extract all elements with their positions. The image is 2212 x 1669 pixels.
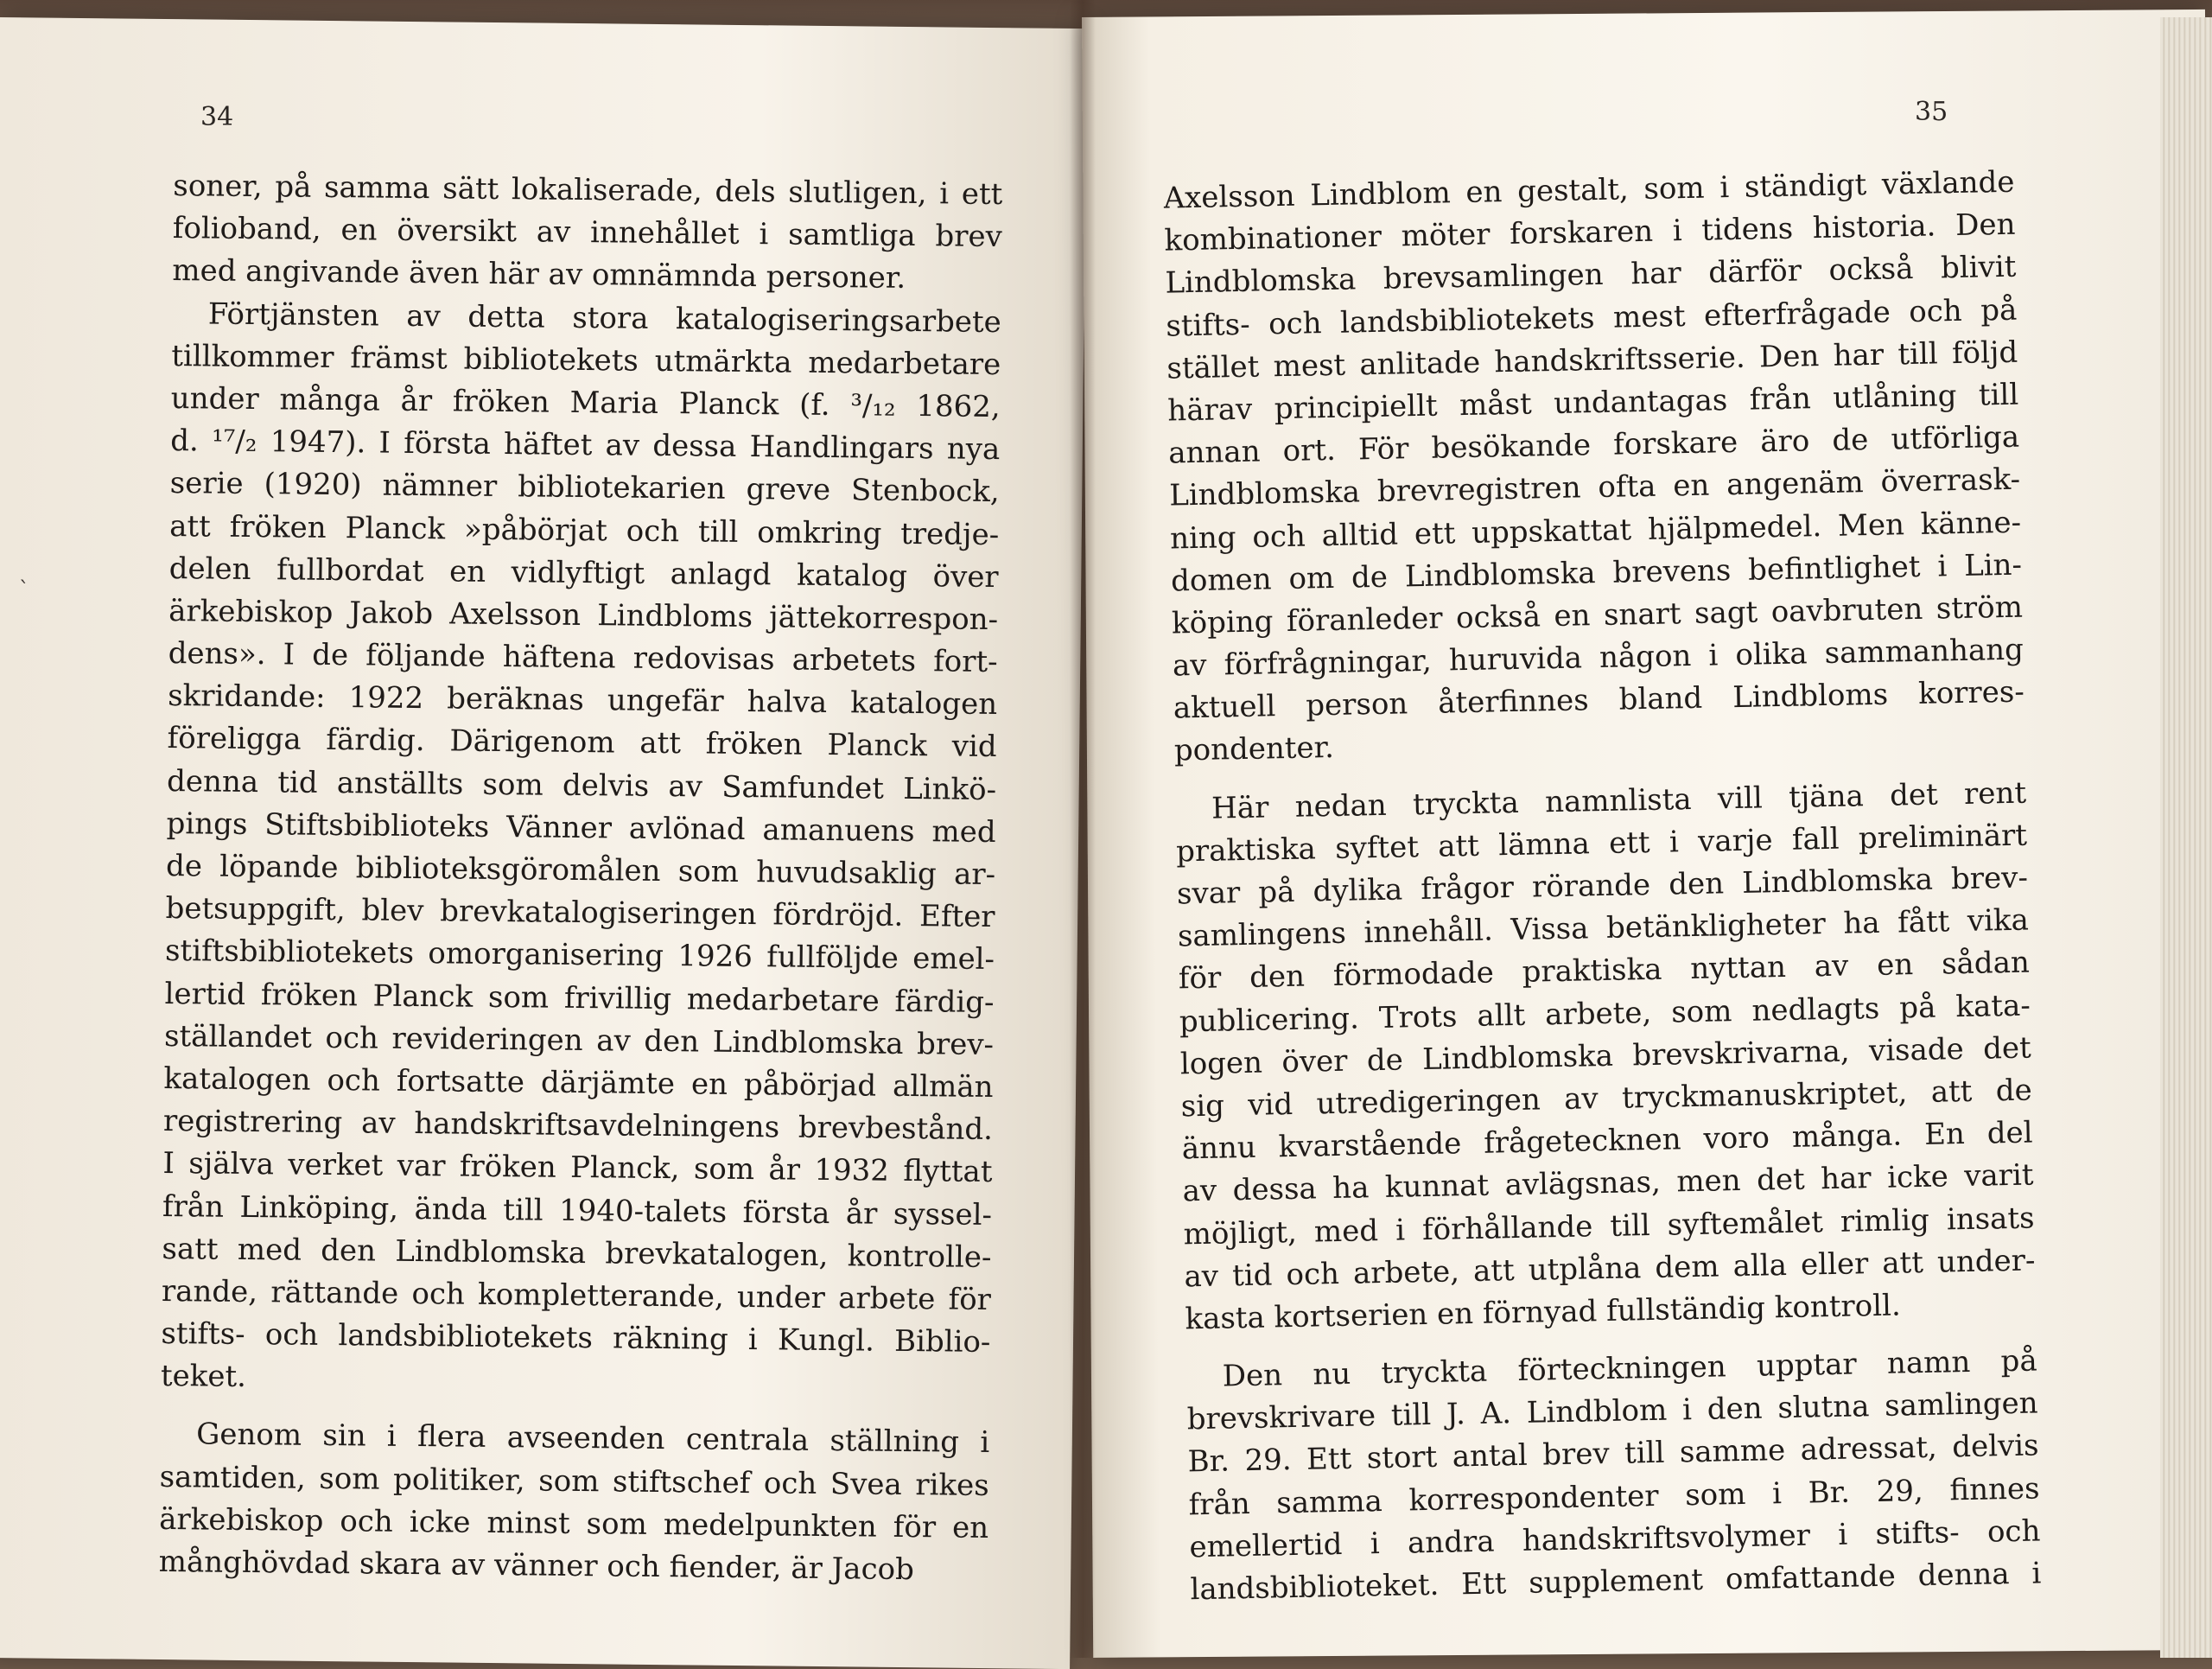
text-line-content: Lindblomska brevsamlingen har därför också blivit: [1165, 250, 2017, 301]
left-page-number: 34: [200, 102, 234, 132]
text-line-content: att fröken Planck »påbörjat och till omkring tredje-: [169, 508, 1000, 552]
text-line-content: från samma korrespondenter som i Br. 29, finnes: [1188, 1471, 2040, 1522]
text-line-content: skridande: 1922 beräknas ungefär halva katalogen: [167, 678, 998, 723]
text-line-content: härav principiellt måst undantagas från utlåning till: [1166, 377, 2019, 429]
text-line-content: pondenter.: [1173, 730, 1335, 768]
right-page-number: 35: [1915, 97, 1948, 127]
text-line-content: ännu kvarstående frågetecknen voro många. En del: [1181, 1115, 2033, 1167]
text-line-content: ärkebiskop Jakob Axelsson Lindbloms jättekorrespon-: [168, 593, 999, 637]
text-line-content: landsbiblioteket. Ett supplement omfattande denna i: [1190, 1556, 2042, 1608]
text-line-content: de löpande biblioteksgöromålen som huvudsaklig ar-: [165, 848, 996, 893]
page-edges: [2160, 17, 2212, 1658]
text-line-content: av tid och arbete, att utplåna dem alla eller att under-: [1184, 1243, 2036, 1295]
text-line-content: stiftsbibliotekets omorganisering 1926 fullföljde emel-: [164, 933, 995, 978]
text-line-content: föreligga färdig. Därigenom att fröken Planck vid: [167, 721, 997, 765]
text-line-content: stifts- och landsbibliotekets mest efterfrågade och på: [1166, 292, 2018, 344]
text-line-content: d. ¹⁷/₂ 1947). I första häftet av dessa Handlingars nya: [170, 424, 1001, 468]
right-page-text: [1163, 162, 2042, 1612]
text-line-content: praktiska syftet att lämna ett i varje fall preliminärt: [1175, 818, 2028, 870]
text-line-content: köping föranleder också en snart sagt oavbruten ström: [1171, 589, 2024, 641]
text-line-content: publicering. Trots allt arbete, som nedlagts på kata-: [1179, 988, 2031, 1039]
text-line-content: lertid fröken Planck som frivillig medarbetare färdig-: [164, 976, 995, 1020]
text-line-content: samlingens innehåll. Vissa betänkligheter ha fått vika: [1177, 902, 2030, 954]
text-line-content: Br. 29. Ett stort antal brev till samme adressat, delvis: [1187, 1428, 2039, 1480]
text-line-content: dens». I de följande häftena redovisas arbetets fort-: [168, 636, 998, 680]
text-line-content: tillkommer främst bibliotekets utmärkta medarbetare: [171, 338, 1001, 382]
text-line-content: ärkebiskop och icke minst som medelpunkten för en: [159, 1501, 989, 1545]
text-line-content: aktuell person återfinnes bland Lindbloms korres-: [1173, 674, 2025, 726]
text-line-content: katalogen och fortsatte därjämte en påbörjad allmän: [163, 1061, 994, 1105]
book-gutter: [1070, 0, 1096, 1658]
text-line-content: från Linköping, ända till 1940-talets första år syssel-: [162, 1188, 993, 1233]
text-line-content: ställandet och revideringen av den Lindblomska brev-: [163, 1018, 995, 1062]
text-line-content: av förfrågningar, huruvida någon i olika sammanhang: [1172, 632, 2024, 684]
text-line: [161, 1355, 990, 1406]
text-line-content: Här nedan tryckta namnlista vill tjäna det rent: [1211, 775, 2027, 826]
text-line-content: Genom sin i flera avseenden centrala ställning i: [196, 1417, 990, 1461]
text-line: [158, 1541, 988, 1592]
text-line-content: rande, rättande och kompletterande, under arbete för: [161, 1273, 992, 1317]
text-line-content: samtiden, som politiker, som stiftschef och Svea rikes: [159, 1459, 989, 1503]
text-line-content: Lindblomska brevregistren ofta en angenäm överrask-: [1168, 462, 2021, 513]
text-line-content: I själva verket var fröken Planck, som år 1932 flyttat: [162, 1146, 993, 1190]
text-line-content: kasta kortserien en förnyad fullständig kontroll.: [1185, 1288, 1902, 1337]
text-line-content: registrering av handskriftsavdelningens brevbestånd.: [162, 1104, 994, 1148]
text-line-content: stället mest anlitade handskriftsserie. Den har till följd: [1166, 334, 2018, 386]
text-line-content: serie (1920) nämner bibliotekarien greve Stenbock,: [169, 466, 1000, 510]
text-line-content: Förtjänsten av detta stora katalogiseringsarbete: [207, 296, 1001, 340]
text-line-content: logen över de Lindblomska brevskrivarna, visade det: [1179, 1030, 2032, 1082]
text-line-content: delen fullbordat en vidlyftigt anlagd katalog över: [168, 551, 999, 595]
text-line-content: för den förmodade praktiska nyttan av en sådan: [1178, 945, 2031, 997]
text-line-content: brevskrivare till J. A. Lindblom i den slutna samlingen: [1186, 1386, 2038, 1437]
text-line-content: domen om de Lindblomska brevens befintlighet i Lin-: [1170, 547, 2023, 599]
text-line-content: kombinationer möter forskaren i tidens historia. Den: [1164, 207, 2016, 258]
text-line-content: soner, på samma sätt lokaliserade, dels slutligen, i ett: [173, 169, 1003, 213]
text-line-content: med angivande även här av omnämnda personer.: [172, 253, 906, 296]
text-line-content: stifts- och landsbibliotekets räkning i Kungl. Biblio-: [161, 1316, 991, 1360]
text-line-content: Axelsson Lindblom en gestalt, som i ständigt växlande: [1163, 164, 2015, 216]
text-line-content: betsuppgift, blev brevkatalogiseringen fördröjd. Efter: [165, 891, 995, 935]
text-line-content: denna tid anställts som delvis av Samfundet Linkö-: [166, 763, 997, 807]
text-line-content: pings Stiftsbiblioteks Vänner avlönad amanuens med: [166, 806, 996, 850]
text-line-content: månghövdad skara av vänner och fiender, är Jacob: [158, 1544, 915, 1588]
text-line-content: emellertid i andra handskriftsvolymer i stifts- och: [1189, 1513, 2041, 1565]
text-line-content: folioband, en översikt av innehållet i samtliga brev: [172, 211, 1003, 255]
text-line-content: satt med den Lindblomska brevkatalogen, kontrolle-: [162, 1231, 992, 1275]
text-line-content: under många år fröken Maria Planck (f. ³/₁₂ 1862,: [170, 380, 1001, 424]
text-line-content: ning och alltid ett uppskattat hjälpmedel. Men känne-: [1169, 505, 2022, 557]
margin-mark: ˋ: [19, 577, 29, 602]
text-line-content: Den nu tryckta förteckningen upptar namn på: [1222, 1343, 2038, 1394]
text-line-content: annan ort. För besökande forskare äro de utförliga: [1167, 419, 2020, 471]
text-line-content: sig vid utredigeringen av tryckmanuskriptet, att de: [1180, 1073, 2033, 1124]
text-line-content: av dessa ha kunnat avlägsnas, men det har icke varit: [1182, 1157, 2034, 1209]
text-line-content: teket.: [160, 1359, 247, 1395]
left-page-text: [158, 165, 1002, 1592]
text-line-content: svar på dylika frågor rörande den Lindblomska brev-: [1176, 860, 2029, 912]
text-line-content: möjligt, med i förhållande till syftemålet rimlig insats: [1183, 1200, 2035, 1252]
